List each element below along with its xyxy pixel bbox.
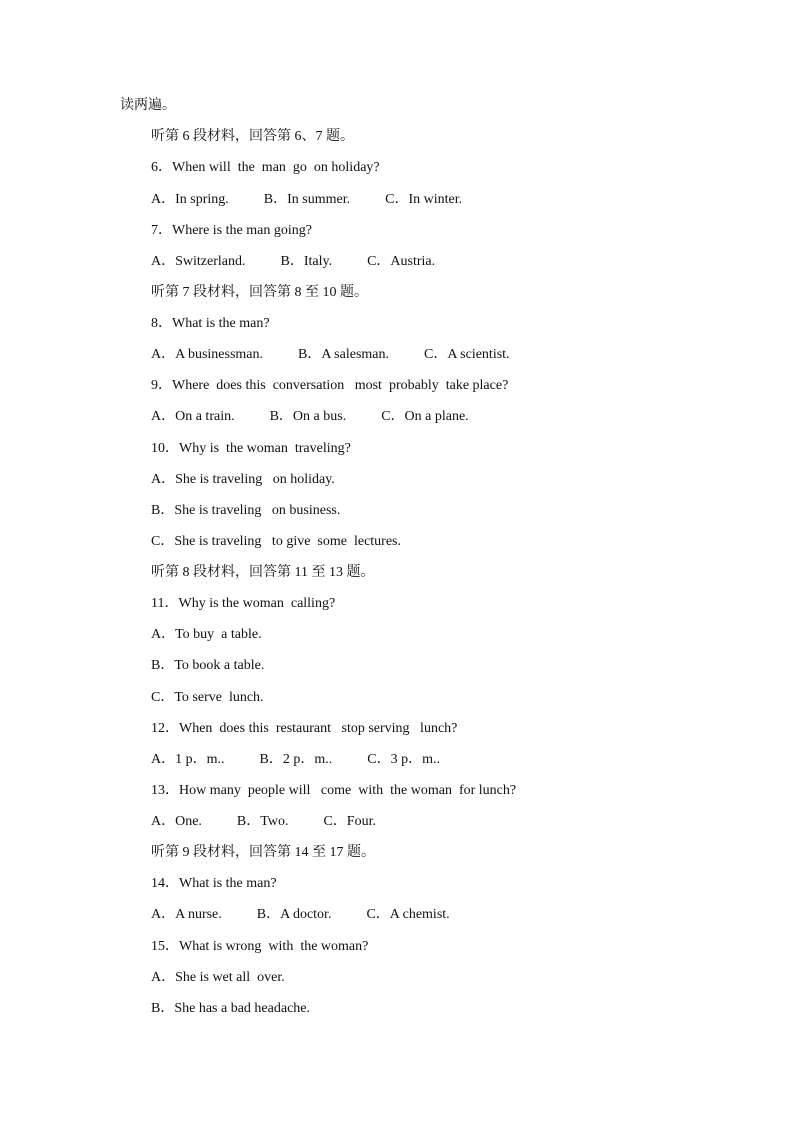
question-11: 11．Why is the woman calling? — [151, 596, 336, 611]
question-14-options: A．A nurse. B．A doctor. C．A chemist. — [151, 907, 450, 922]
question-8-options: A．A businessman. B．A salesman. C．A scientist. — [151, 347, 510, 362]
question-11-option-c: C．To serve lunch. — [151, 690, 264, 705]
section-7-instruction: 听第 7 段材料，回答第 8 至 10 题。 — [151, 285, 368, 300]
section-9-instruction: 听第 9 段材料，回答第 14 至 17 题。 — [151, 845, 375, 860]
question-11-option-a: A．To buy a table. — [151, 627, 262, 642]
question-10-option-a: A．She is traveling on holiday. — [151, 472, 335, 487]
question-14: 14．What is the man? — [151, 876, 277, 891]
question-15: 15．What is wrong with the woman? — [151, 939, 369, 954]
question-10: 10．Why is the woman traveling? — [151, 441, 351, 456]
question-12: 12．When does this restaurant stop serving lunch? — [151, 721, 458, 736]
question-7-options: A．Switzerland. B．Italy. C．Austria. — [151, 254, 436, 269]
question-9-options: A．On a train. B．On a bus. C．On a plane. — [151, 409, 469, 424]
question-7: 7．Where is the man going? — [151, 223, 312, 238]
question-10-option-b: B．She is traveling on business. — [151, 503, 341, 518]
section-6-instruction: 听第 6 段材料，回答第 6、7 题。 — [151, 129, 354, 144]
question-15-option-b: B．She has a bad headache. — [151, 1001, 310, 1016]
question-6: 6．When will the man go on holiday? — [151, 160, 380, 175]
question-15-option-a: A．She is wet all over. — [151, 970, 285, 985]
question-13: 13．How many people will come with the woman for lunch? — [151, 783, 517, 798]
question-12-options: A．1 p．m.. B．2 p．m.. C．3 p．m.. — [151, 752, 440, 767]
question-11-option-b: B．To book a table. — [151, 658, 265, 673]
question-8: 8．What is the man? — [151, 316, 270, 331]
section-8-instruction: 听第 8 段材料，回答第 11 至 13 题。 — [151, 565, 375, 580]
question-13-options: A．One. B．Two. C．Four. — [151, 814, 376, 829]
question-9: 9．Where does this conversation most probably take place? — [151, 378, 509, 393]
question-6-options: A．In spring. B．In summer. C．In winter. — [151, 192, 463, 207]
question-10-option-c: C．She is traveling to give some lectures. — [151, 534, 402, 549]
continued-text: 读两遍。 — [120, 98, 176, 113]
